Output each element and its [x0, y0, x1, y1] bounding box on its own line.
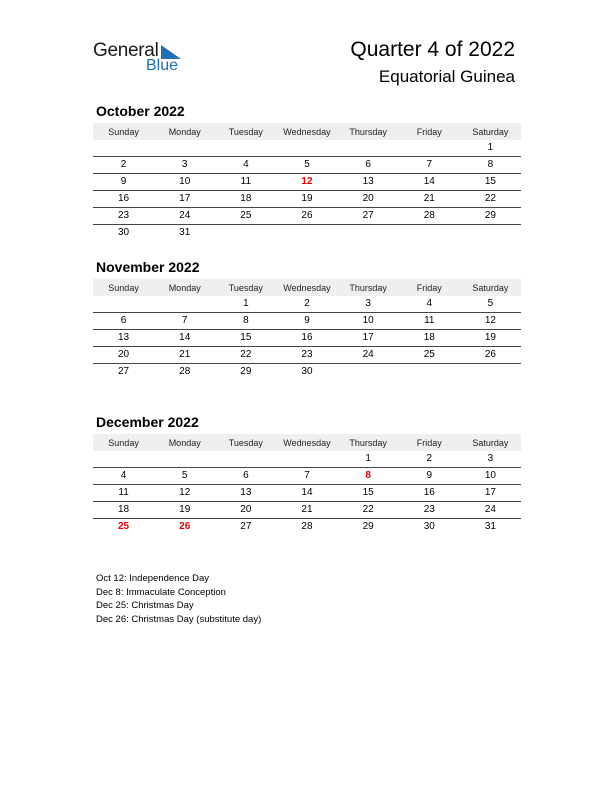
day-cell: 27: [240, 521, 252, 532]
day-cell: 26: [276, 208, 337, 225]
day-cell: 30: [301, 366, 313, 377]
weekday-label: Saturday: [460, 279, 521, 296]
empty-day-cell: [399, 225, 460, 242]
week-row: [93, 347, 521, 364]
day-cell: 10: [460, 468, 521, 485]
empty-day-cell: [338, 140, 399, 157]
empty-day-cell: [215, 451, 276, 468]
day-cell: 4: [399, 296, 460, 313]
week-row: [93, 157, 521, 174]
day-cell: 19: [276, 191, 337, 208]
day-cell: 2: [276, 296, 337, 313]
day-cell: 27: [118, 366, 130, 377]
day-cell: 30: [423, 521, 435, 532]
day-cell: 12: [460, 313, 521, 330]
week-row: [93, 519, 521, 536]
week-row: [93, 313, 521, 330]
day-cell: 6: [338, 157, 399, 174]
calendar-table: [93, 434, 521, 535]
day-cell: 25: [399, 347, 460, 364]
day-cell: 16: [399, 485, 460, 502]
day-cell: 31: [484, 521, 496, 532]
week-row: [93, 174, 521, 191]
weekday-label: Monday: [154, 279, 215, 296]
weekday-label: Tuesday: [215, 434, 276, 451]
day-cell: 14: [399, 174, 460, 191]
day-cell: 30: [118, 227, 130, 238]
empty-day-cell: [93, 296, 154, 313]
weekday-label: Thursday: [338, 434, 399, 451]
week-row: [93, 502, 521, 519]
day-cell: 17: [338, 330, 399, 347]
day-cell: 22: [460, 191, 521, 208]
calendar-table: [93, 279, 521, 380]
day-cell: 10: [338, 313, 399, 330]
day-cell: 15: [338, 485, 399, 502]
empty-day-cell: [93, 451, 154, 468]
day-cell: 17: [460, 485, 521, 502]
day-cell: 24: [460, 502, 521, 519]
day-cell: 22: [338, 502, 399, 519]
day-cell: 11: [93, 485, 154, 502]
day-cell: 3: [154, 157, 215, 174]
day-cell: 12: [154, 485, 215, 502]
week-row: [93, 485, 521, 502]
day-cell: 8: [338, 468, 399, 485]
empty-day-cell: [154, 140, 215, 157]
empty-day-cell: [276, 140, 337, 157]
holiday-notes: [96, 572, 261, 627]
day-cell: 9: [93, 174, 154, 191]
empty-day-cell: [93, 140, 154, 157]
weekday-label: Friday: [399, 279, 460, 296]
weekday-label: Sunday: [93, 123, 154, 140]
day-cell: 18: [215, 191, 276, 208]
empty-day-cell: [460, 225, 521, 242]
day-cell: 2: [93, 157, 154, 174]
empty-day-cell: [338, 225, 399, 242]
weekday-label: Sunday: [93, 279, 154, 296]
weekday-label: Monday: [154, 123, 215, 140]
day-cell: 3: [338, 296, 399, 313]
day-cell: 23: [276, 347, 337, 364]
weekday-label: Saturday: [460, 434, 521, 451]
day-cell: 15: [460, 174, 521, 191]
day-cell: 2: [399, 451, 460, 468]
weekday-label: Friday: [399, 434, 460, 451]
day-cell: 8: [460, 157, 521, 174]
week-row: [93, 330, 521, 347]
logo-text-blue: Blue: [146, 57, 179, 74]
weekday-label: Wednesday: [276, 279, 337, 296]
day-cell: 13: [338, 174, 399, 191]
weekday-label: Sunday: [93, 434, 154, 451]
day-cell: 3: [460, 451, 521, 468]
empty-day-cell: [276, 225, 337, 242]
day-cell: 7: [276, 468, 337, 485]
empty-day-cell: [338, 364, 399, 381]
day-cell: 23: [93, 208, 154, 225]
day-cell: 13: [215, 485, 276, 502]
week-row: [93, 225, 521, 242]
day-cell: 29: [460, 208, 521, 225]
day-cell: 5: [460, 296, 521, 313]
day-cell: 24: [154, 208, 215, 225]
day-cell: 14: [154, 330, 215, 347]
day-cell: 7: [399, 157, 460, 174]
day-cell: 6: [93, 313, 154, 330]
day-cell: 1: [460, 140, 521, 157]
day-cell: 28: [301, 521, 313, 532]
day-cell: 21: [399, 191, 460, 208]
day-cell: 4: [215, 157, 276, 174]
weekday-header-row: [93, 434, 521, 451]
month-title: November 2022: [96, 259, 200, 275]
calendar-table: [93, 123, 521, 241]
day-cell: 15: [215, 330, 276, 347]
day-cell: 29: [240, 366, 252, 377]
day-cell: 29: [362, 521, 374, 532]
day-cell: 25: [118, 521, 130, 532]
day-cell: 10: [154, 174, 215, 191]
month-title: October 2022: [96, 103, 185, 119]
day-cell: 20: [93, 347, 154, 364]
day-cell: 13: [93, 330, 154, 347]
empty-day-cell: [154, 451, 215, 468]
week-row: [93, 364, 521, 381]
weekday-label: Thursday: [338, 123, 399, 140]
holiday-note: Dec 26: Christmas Day (substitute day): [96, 614, 262, 626]
day-cell: 28: [399, 208, 460, 225]
day-cell: 1: [338, 451, 399, 468]
country-name: Equatorial Guinea: [378, 67, 515, 86]
day-cell: 1: [215, 296, 276, 313]
weekday-header-row: [93, 279, 521, 296]
day-cell: 22: [215, 347, 276, 364]
logo-text-general: General: [93, 40, 159, 61]
holiday-note: Oct 12: Independence Day: [96, 573, 210, 584]
day-cell: 18: [399, 330, 460, 347]
day-cell: 27: [338, 208, 399, 225]
month-november: [93, 259, 521, 380]
week-row: [93, 468, 521, 485]
empty-day-cell: [276, 451, 337, 468]
day-cell: 6: [215, 468, 276, 485]
month-december: [93, 414, 521, 535]
week-row: [93, 191, 521, 208]
empty-day-cell: [215, 225, 276, 242]
weekday-label: Tuesday: [215, 123, 276, 140]
empty-day-cell: [460, 364, 521, 381]
day-cell: 11: [215, 174, 276, 191]
weekday-label: Saturday: [460, 123, 521, 140]
day-cell: 4: [93, 468, 154, 485]
day-cell: 21: [154, 347, 215, 364]
day-cell: 28: [179, 366, 191, 377]
day-cell: 31: [179, 227, 191, 238]
day-cell: 12: [276, 174, 337, 191]
day-cell: 16: [93, 191, 154, 208]
day-cell: 20: [338, 191, 399, 208]
logo: [93, 40, 193, 80]
weekday-header-row: [93, 123, 521, 140]
day-cell: 5: [276, 157, 337, 174]
day-cell: 19: [154, 502, 215, 519]
month-title: December 2022: [96, 414, 199, 430]
day-cell: 11: [399, 313, 460, 330]
weekday-label: Wednesday: [276, 434, 337, 451]
empty-day-cell: [154, 296, 215, 313]
day-cell: 9: [276, 313, 337, 330]
day-cell: 25: [215, 208, 276, 225]
page-title: Quarter 4 of 2022: [350, 38, 515, 61]
empty-day-cell: [399, 140, 460, 157]
month-october: [93, 103, 521, 241]
day-cell: 24: [338, 347, 399, 364]
weekday-label: Monday: [154, 434, 215, 451]
empty-day-cell: [399, 364, 460, 381]
day-cell: 18: [93, 502, 154, 519]
holiday-note: Dec 25: Christmas Day: [96, 600, 194, 612]
weekday-label: Wednesday: [276, 123, 337, 140]
day-cell: 5: [154, 468, 215, 485]
day-cell: 19: [460, 330, 521, 347]
day-cell: 9: [399, 468, 460, 485]
day-cell: 23: [399, 502, 460, 519]
weekday-label: Tuesday: [215, 279, 276, 296]
day-cell: 20: [215, 502, 276, 519]
holiday-note: Dec 8: Immaculate Conception: [96, 586, 226, 598]
day-cell: 14: [276, 485, 337, 502]
weekday-label: Thursday: [338, 279, 399, 296]
day-cell: 16: [276, 330, 337, 347]
day-cell: 26: [179, 521, 191, 532]
week-row: [93, 451, 521, 468]
day-cell: 21: [276, 502, 337, 519]
day-cell: 17: [154, 191, 215, 208]
week-row: [93, 140, 521, 157]
empty-day-cell: [215, 140, 276, 157]
day-cell: 26: [460, 347, 521, 364]
day-cell: 7: [154, 313, 215, 330]
week-row: [93, 296, 521, 313]
weekday-label: Friday: [399, 123, 460, 140]
week-row: [93, 208, 521, 225]
day-cell: 8: [215, 313, 276, 330]
